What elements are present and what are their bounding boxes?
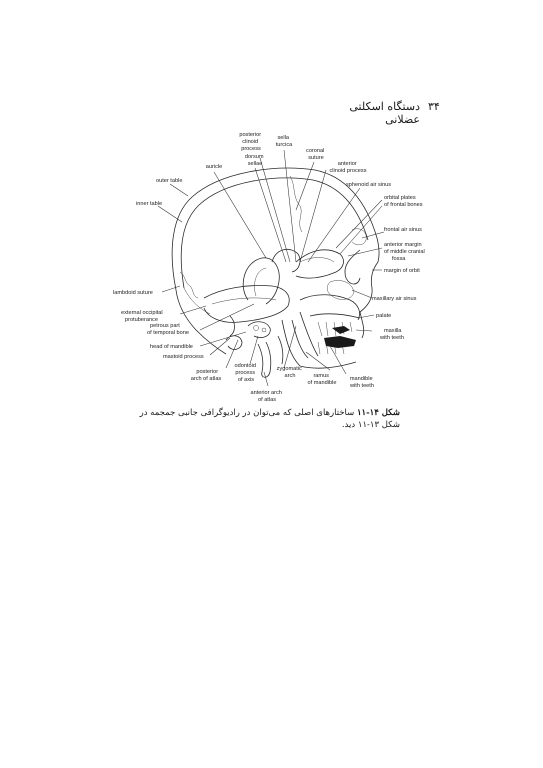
running-title: دستگاه اسکلتی عضلانی	[349, 100, 420, 126]
label-posterior-clinoid-process: posterior clinoid process	[239, 132, 262, 152]
label-anterior-clinoid-process: anterior clinoid process	[329, 161, 367, 174]
figure-caption	[130, 407, 400, 431]
label-zygomatic-arch: zygomatic arch	[276, 366, 302, 379]
label-frontal-air-sinus: frontal air sinus	[384, 227, 422, 233]
label-palate: palate	[376, 313, 392, 319]
label-maxillary-air-sinus: maxillary air sinus	[372, 296, 417, 302]
label-dorsum-sellae: dorsum sellae	[244, 154, 264, 167]
label-mandible-with-teeth: mandible with teeth	[349, 376, 374, 389]
page-number: ۳۴	[428, 100, 440, 113]
label-mastoid-process: mastoid process	[163, 354, 204, 360]
label-maxilla-with-teeth: maxilla with teeth	[380, 328, 404, 341]
label-odontoid-process-of-axis: odontoid process of axis	[234, 363, 256, 383]
label-auricle: auricle	[205, 164, 223, 170]
label-inner-table: inner table	[136, 201, 163, 207]
label-sphenoid-air-sinus: sphenoid air sinus	[346, 182, 392, 188]
skull-outline	[172, 168, 379, 377]
label-orbital-plates: orbital plates of frontal bones	[384, 195, 423, 208]
label-coronal-suture: coronal suture	[306, 148, 325, 161]
label-posterior-arch-of-atlas: posterior arch of atlas	[190, 369, 222, 382]
figure-number: شکل ۱۴-۱۱	[356, 408, 400, 418]
label-external-occipital-protuberance: external occipital protuberance	[121, 310, 163, 323]
caption-text: ساختارهای اصلی که می‌توان در رادیوگرافی جانبی جمجمه در شکل ۱۳-۱۱ دید.	[139, 408, 400, 430]
label-outer-table: outer table	[156, 178, 183, 184]
label-lambdoid-suture: lambdoid suture	[113, 290, 153, 296]
label-anterior-margin-middle-cranial-fossa: anterior margin of middle cranial fossa	[384, 242, 425, 262]
label-sella-turcica: sella turcica	[275, 135, 293, 148]
label-petrous-part-temporal-bone: petrous part of temporal bone	[147, 323, 189, 336]
label-anterior-arch-of-atlas: anterior arch of atlas	[250, 390, 282, 403]
label-margin-of-orbit: margin of orbit	[384, 268, 420, 274]
label-head-of-mandible: head of mandible	[150, 344, 193, 350]
label-ramus-of-mandible: ramus of mandible	[307, 373, 337, 386]
